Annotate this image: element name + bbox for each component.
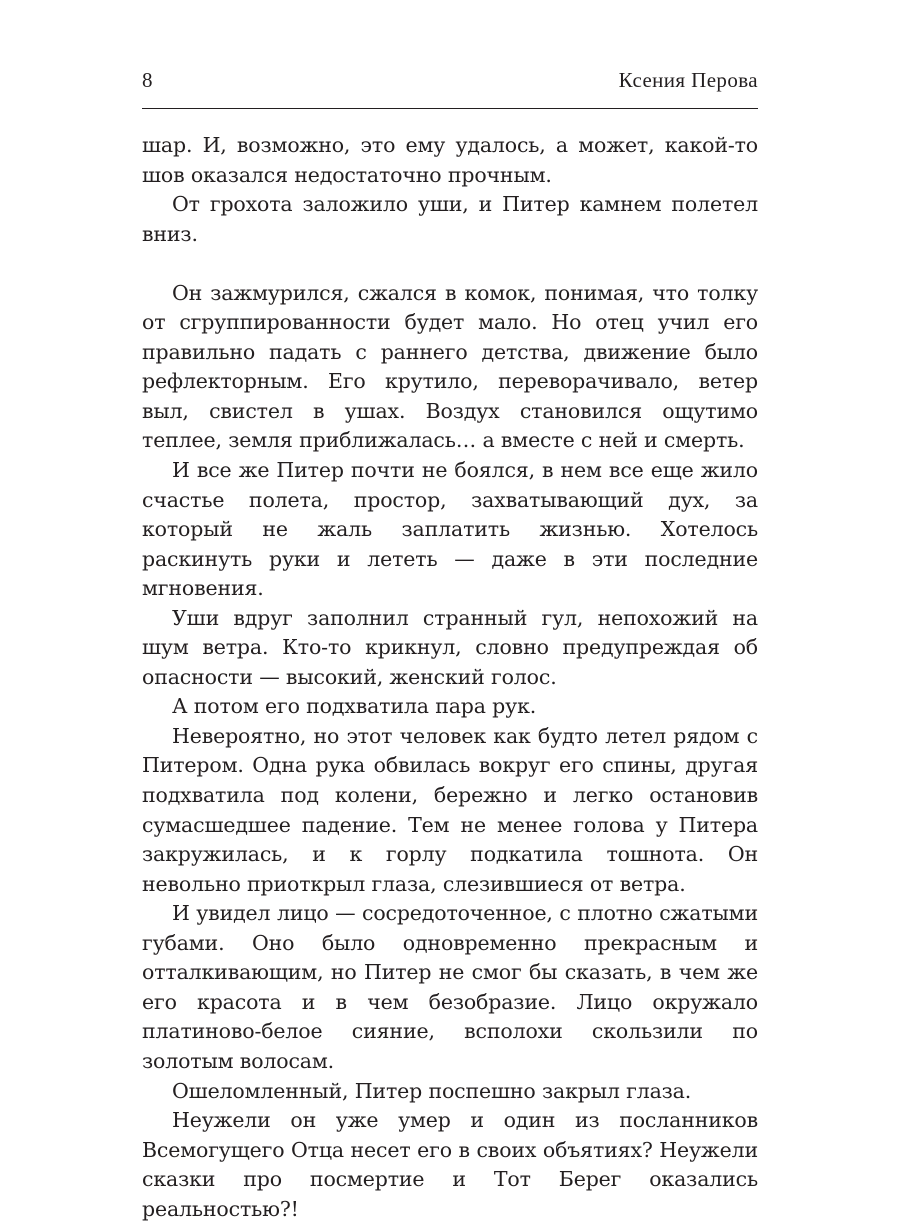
paragraph: Неужели он уже умер и один из посланников Всемогущего Отца несет его в своих объятиях? Неужели сказки про посмертие и Тот Берег оказались реальностью?! [142,1108,758,1221]
running-header [142,64,758,109]
book-text [142,131,758,1224]
page-number: 8 [142,68,153,92]
paragraph: Невероятно, но этот человек как будто летел рядом с Питером. Одна рука обвилась вокруг его спины, другая подхватила под колени, бережно и легко остановив сумасшедшее падение. Тем не менее голова у Питера закружилась, и к горлу подкатила тошнота. Он невольно приоткрыл глаза, слезившиеся от ветра. [142,723,758,896]
paragraph: А потом его подхватила пара рук. [172,694,537,719]
paragraph: Ошеломленный, Питер поспешно закрыл глаза. [172,1078,692,1103]
paragraph: От грохота заложило уши, и Питер камнем полетел вниз. [142,192,758,246]
paragraph-continuation: шар. И, возможно, это ему удалось, а может, какой-то шов оказался недостаточно прочным. [142,133,758,187]
paragraph: И увидел лицо — сосредоточенное, с плотно сжатыми губами. Оно было одновременно прекрасным и отталкивающим, но Питер не смог бы сказать, в чем же его красота и в чем безобразие. Лицо окружало платиново-белое сияние, всполохи скользили по золотым волосам. [142,901,758,1073]
paragraph-section-start: Он зажмурился, сжался в комок, понимая, что толку от сгруппированности будет мало. Но отец учил его правильно падать с раннего детства, движение было рефлекторным. Его крутило, переворачивало, ветер выл, свистел в ушах. Воздух становился ощутимо теплее, земля приближалась… а вместе с ней и смерть. [142,280,758,453]
paragraph: Уши вдруг заполнил странный гул, непохожий на шум ветра. Кто-то крикнул, словно предупреждая об опасности — высокий, женский голос. [142,605,758,689]
author-name: Ксения Перова [618,68,758,92]
paragraph: И все же Питер почти не боялся, в нем все еще жило счастье полета, простор, захватывающий дух, за который не жаль заплатить жизнью. Хотелось раскинуть руки и лететь — даже в эти последние мгновения. [142,458,758,601]
